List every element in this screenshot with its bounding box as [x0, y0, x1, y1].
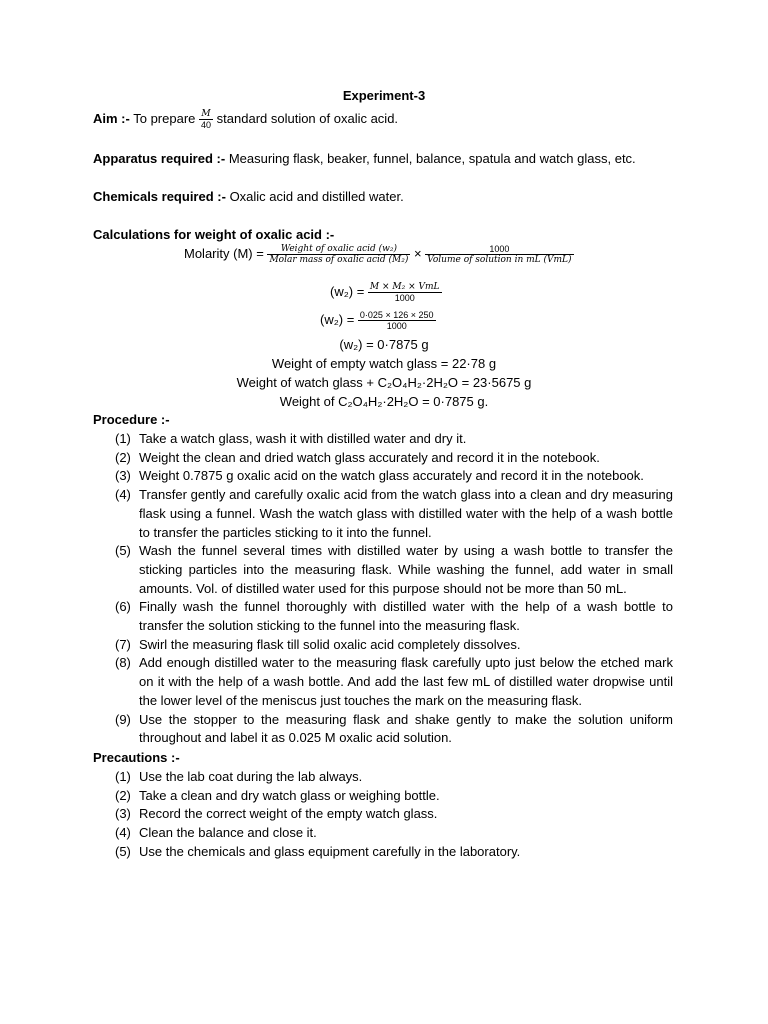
frac1-numerator: Weight of oxalic acid (w₂): [280, 244, 397, 254]
step-text: Weight 0.7875 g oxalic acid on the watch glass accurately and record it in the notebook.: [139, 468, 644, 484]
procedure-step: [115, 449, 673, 468]
w2-fraction-1: [368, 282, 442, 303]
frac2-denominator: Volume of solution in mL (VmL): [427, 255, 572, 265]
frac4-numerator: 0·025 × 126 × 250: [359, 310, 434, 320]
chemicals-line: [93, 189, 404, 204]
step-text: Swirl the measuring flask till solid oxalic acid completely dissolves.: [139, 636, 521, 652]
w2-formula: [330, 282, 442, 303]
calculations-heading: Calculations for weight of oxalic acid :-: [93, 227, 335, 242]
aim-line: [93, 109, 398, 130]
step-text: Add enough distilled water to the measuring flask carefully upto just below the etched mark on it with the help of a wash bottle. And add the last few mL of distilled water dropwise until the lower level of the meniscus just touches the mark on the measuring flask.: [139, 655, 673, 708]
precaution-step: [115, 768, 673, 787]
step-text: Transfer gently and carefully oxalic acid from the watch glass into a clean and dry measuring flask using a funnel. Wash the watch glass with distilled water with the help of a wash bottle to transfer the particles sticking to it into the funnel.: [139, 487, 673, 540]
apparatus-line: [93, 151, 636, 166]
aim-label: Aim :-: [93, 110, 130, 126]
precaution-step: [115, 787, 673, 806]
chemicals-label: Chemicals required :-: [93, 189, 226, 204]
step-text: Use the lab coat during the lab always.: [139, 769, 363, 784]
glass-plus-acid-weight: Weight of watch glass + C₂O₄H₂·2H₂O = 23·5675 g: [236, 375, 532, 390]
precaution-step: [115, 843, 673, 862]
procedure-step: [115, 430, 673, 449]
frac1-denominator: Molar mass of oxalic acid (M₂): [269, 255, 409, 265]
aim-fraction: [199, 109, 213, 130]
w2-lhs-1: (w₂) =: [330, 283, 365, 299]
frac3-numerator: M × M₂ × VmL: [369, 282, 440, 292]
experiment-title: Experiment-3: [342, 88, 426, 103]
w2-lhs-2: (w₂) =: [320, 311, 355, 327]
step-number: (2): [115, 787, 131, 803]
frac4-denominator: 1000: [358, 320, 436, 331]
aim-text-after: standard solution of oxalic acid.: [216, 110, 399, 126]
aim-text-before: To prepare: [133, 110, 196, 126]
procedure-step: [115, 467, 673, 486]
procedure-step: [115, 542, 673, 598]
procedure-step: [115, 654, 673, 710]
precaution-step: [115, 805, 673, 824]
step-text: Record the correct weight of the empty watch glass.: [139, 806, 438, 822]
procedure-heading: Procedure :-: [93, 412, 170, 427]
procedure-step: [115, 486, 673, 542]
molarity-fraction-1: [267, 244, 410, 265]
chemicals-text: Oxalic acid and distilled water.: [229, 189, 404, 204]
step-number: (1): [115, 769, 131, 784]
w2-numeric: [320, 310, 436, 331]
step-number: (9): [115, 711, 131, 727]
step-number: (3): [115, 468, 131, 484]
times-sign: ×: [413, 245, 422, 261]
step-text: Wash the funnel several times with distilled water by using a wash bottle to transfer the sticking particles into the measuring flask. While washing the funnel, add water in small amounts. Vol. of distilled water used for this purpose should not be more than 50 mL.: [139, 543, 673, 596]
step-number: (4): [115, 825, 131, 841]
step-text: Use the stopper to the measuring flask and shake gently to make the solution uniform throughout and label it as 0.025 M oxalic acid solution.: [139, 711, 673, 746]
step-number: (5): [115, 843, 131, 859]
step-text: Take a clean and dry watch glass or weighing bottle.: [139, 787, 440, 803]
step-text: Finally wash the funnel thoroughly with distilled water with the help of a wash bottle to transfer the solution sticking to the funnel into the measuring flask.: [139, 599, 673, 634]
step-text: Clean the balance and close it.: [139, 825, 317, 841]
step-number: (3): [115, 806, 131, 822]
procedure-list: [115, 430, 673, 748]
step-text: Use the chemicals and glass equipment carefully in the laboratory.: [139, 843, 521, 859]
apparatus-text: Measuring flask, beaker, funnel, balance, spatula and watch glass, etc.: [228, 151, 636, 166]
molarity-lhs: Molarity (M) =: [184, 245, 264, 261]
molarity-equation: [184, 244, 574, 265]
net-acid-weight: Weight of C₂O₄H₂·2H₂O = 0·7875 g.: [279, 394, 489, 409]
aim-fraction-num: M: [201, 109, 211, 119]
precautions-heading: Precautions :-: [93, 750, 180, 765]
molarity-fraction-2: [425, 244, 573, 265]
step-number: (5): [115, 543, 131, 559]
procedure-step: [115, 711, 673, 748]
precautions-list: [115, 768, 673, 862]
w2-result: (w₂) = 0·7875 g: [339, 337, 429, 352]
step-text: Weight the clean and dried watch glass accurately and record it in the notebook.: [139, 449, 600, 465]
frac3-denominator: 1000: [368, 292, 442, 303]
step-number: (1): [115, 431, 131, 446]
apparatus-label: Apparatus required :-: [93, 151, 226, 166]
procedure-step: [115, 636, 673, 655]
step-number: (4): [115, 487, 131, 503]
w2-fraction-2: [358, 310, 436, 331]
step-number: (8): [115, 655, 131, 671]
aim-fraction-den: 40: [201, 120, 212, 130]
frac2-numerator: 1000: [489, 244, 510, 254]
step-number: (2): [115, 449, 131, 465]
step-number: (7): [115, 636, 131, 652]
procedure-step: [115, 598, 673, 635]
step-number: (6): [115, 599, 131, 615]
empty-glass-weight: Weight of empty watch glass = 22·78 g: [271, 356, 497, 371]
step-text: Take a watch glass, wash it with distilled water and dry it.: [139, 431, 467, 446]
precaution-step: [115, 824, 673, 843]
